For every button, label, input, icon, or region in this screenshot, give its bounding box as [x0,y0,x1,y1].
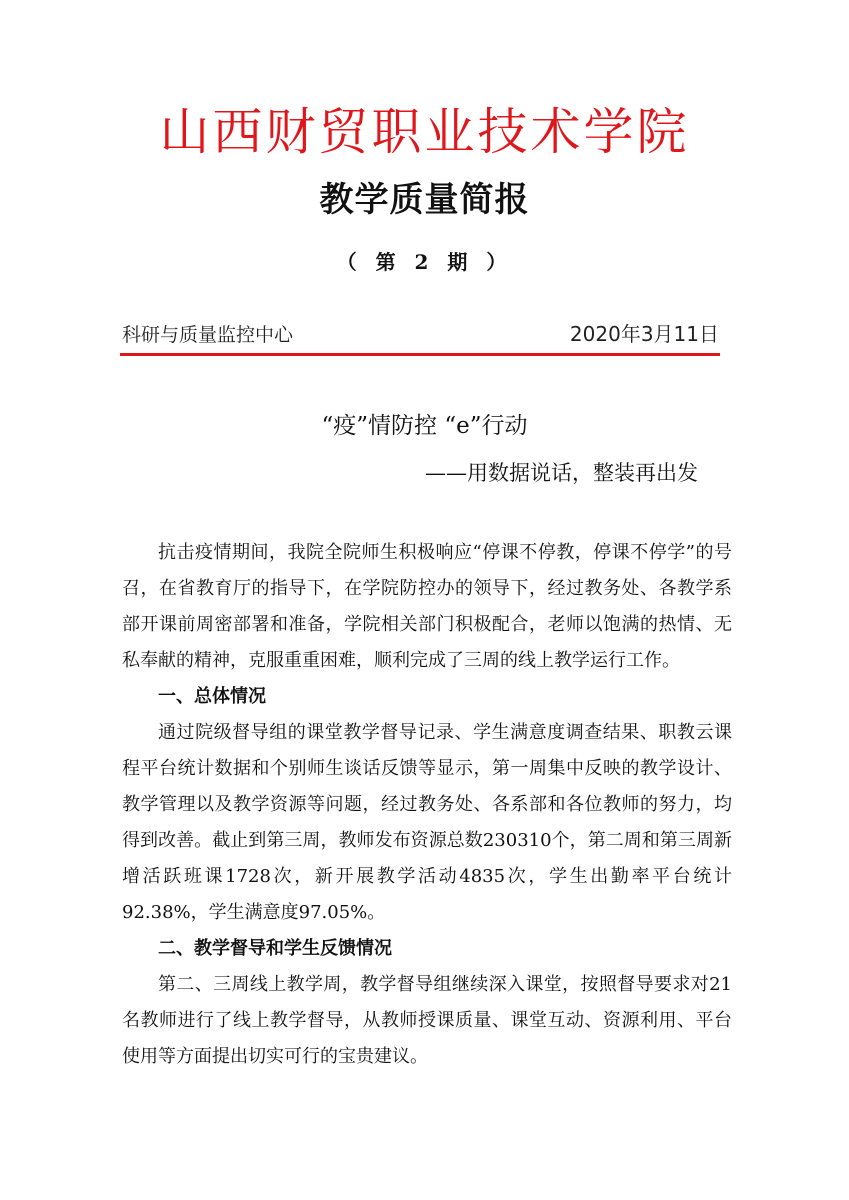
issue-number: （ 第 2 期 ） [336,250,513,274]
article-title: “疫”情防控 “e”行动 [321,413,528,439]
section-2-paragraph: 第二、三周线上教学周，教学督导组继续深入课堂，按照督导要求对21名教师进行了线上教学督导，从教师授课质量、课堂互动、资源利用、平台使用等方面提出切实可行的宝贵建议。 [122,974,732,1067]
report-title: 教学质量简报 [319,180,530,220]
article-subtitle: ——用数据说话，整装再出发 [425,461,698,485]
publish-date: 2020年3月11日 [569,322,719,346]
department-name: 科研与质量监控中心 [122,324,294,346]
red-divider [120,353,720,356]
intro-paragraph: 抗击疫情期间，我院全院师生积极响应“停课不停教，停课不停学”的号召，在省教育厅的指导下，在学院防控办的领导下，经过教务处、各教学系部开课前周密部署和准备，学院相关部门积极配合，老师以饱满的热情、无私奉献的精神，克服重重困难，顺利完成了三周的线上教学运行工作。 [122,542,732,671]
section-1-paragraph: 通过院级督导组的课堂教学督导记录、学生满意度调查结果、职教云课程平台统计数据和个别师生谈话反馈等显示，第一周集中反映的教学设计、教学管理以及教学资源等问题，经过教务处、各系部和各位教师的努力，均得到改善。截止到第三周，教师发布资源总数230310个，第二周和第三周新增活跃班课1728次，新开展教学活动4835次，学生出勤率平台统计92.38%，学生满意度97.05%。 [122,722,732,923]
institution-name: 山西财贸职业技术学院 [159,103,690,161]
article-body [122,535,732,1075]
section-2-heading: 二、教学督导和学生反馈情况 [158,938,392,959]
section-1-heading: 一、总体情况 [158,686,266,707]
